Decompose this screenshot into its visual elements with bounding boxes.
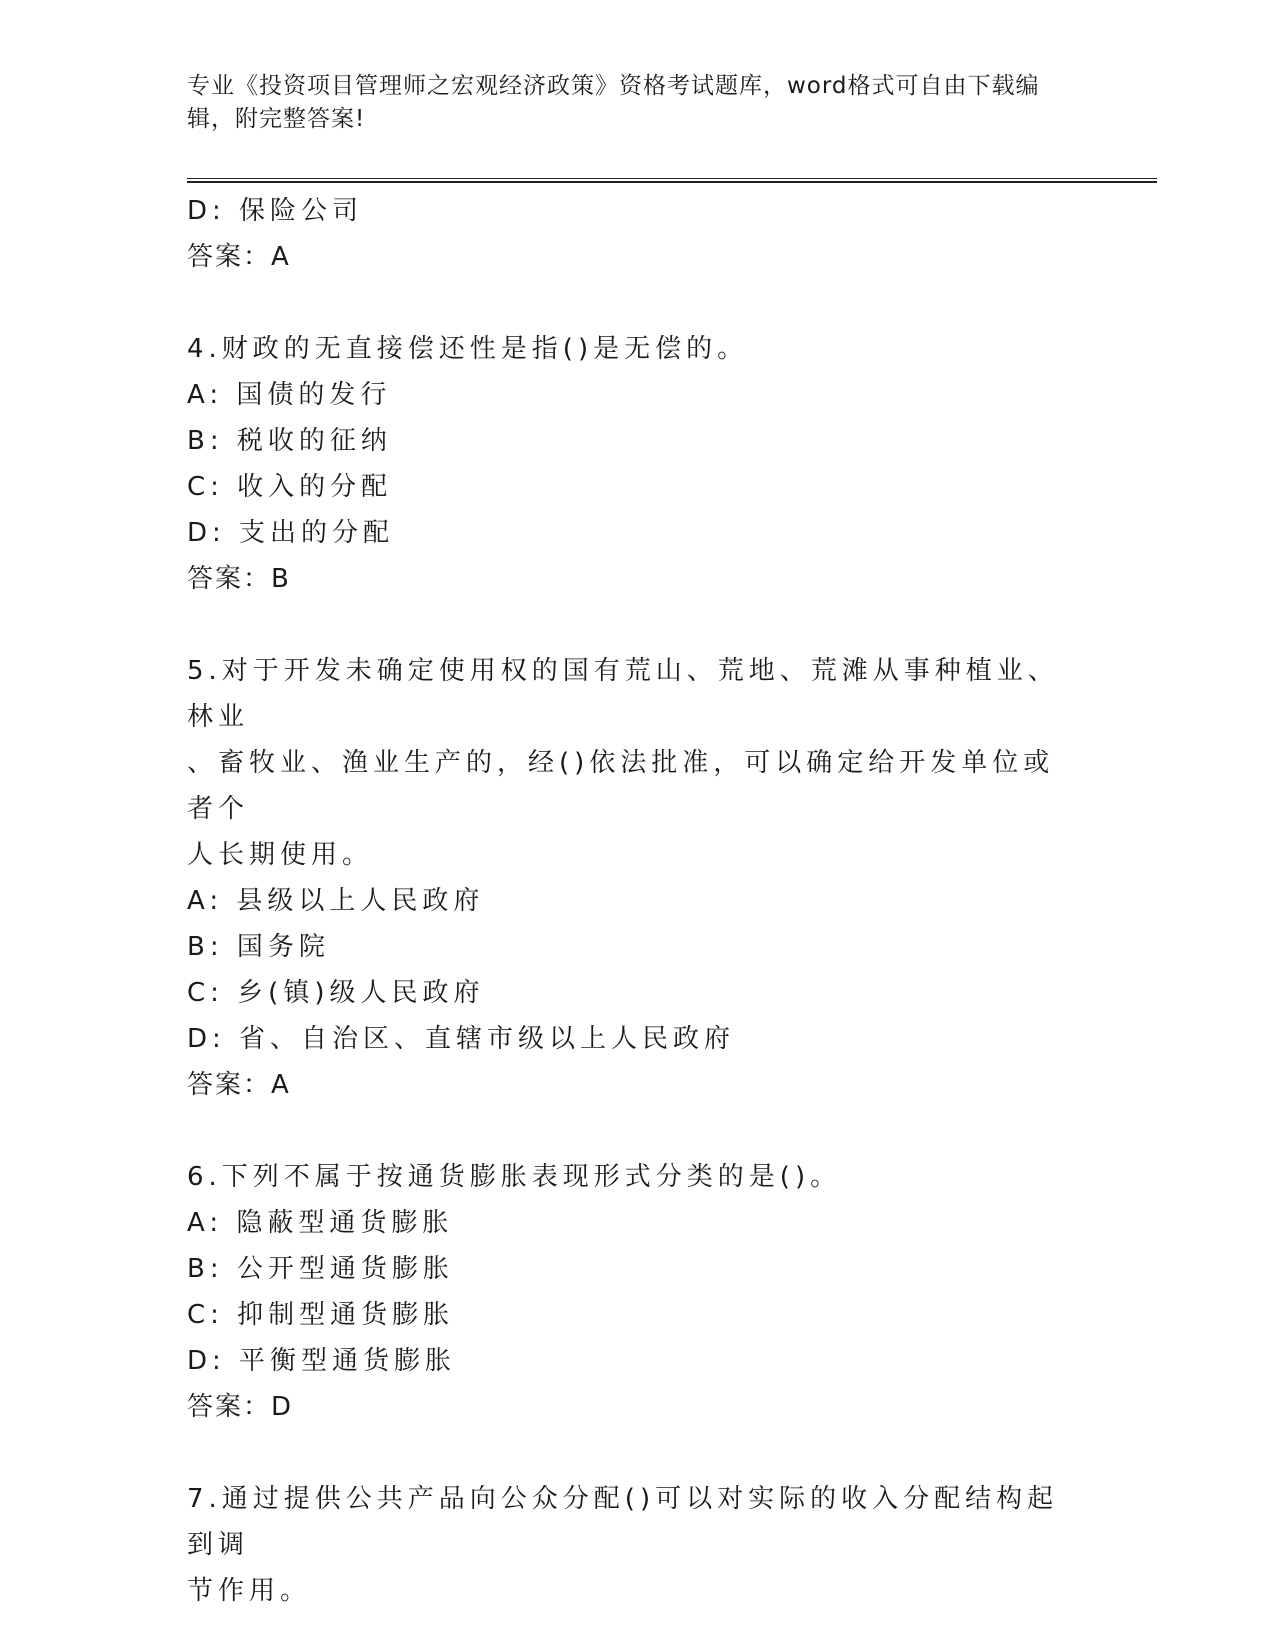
answer-label: 答案：B [187,564,291,594]
option-d: D: 保险公司 [187,196,364,226]
option-a: A: 县级以上人民政府 [187,886,485,916]
question-stem: 4.财政的无直接偿还性是指()是无偿的。 [187,334,749,364]
spacer [187,1430,1067,1476]
option-a: A: 国债的发行 [187,380,392,410]
option-d: D: 省、自治区、直辖市级以上人民政府 [187,1024,736,1054]
question-stem-line: 、畜牧业、渔业生产的，经()依法批准，可以确定给开发单位或者个 [187,748,1055,824]
question-stem-line: 人长期使用。 [187,840,374,870]
option-d: D: 支出的分配 [187,518,395,548]
option-d: D: 平衡型通货膨胀 [187,1346,457,1376]
option-b: B: 税收的征纳 [187,426,392,456]
spacer [187,1108,1067,1154]
answer-label: 答案：A [187,1070,291,1100]
question-7 [187,1476,1067,1614]
question-4 [187,326,1067,602]
question-stem-line: 5.对于开发未确定使用权的国有荒山、荒地、荒滩从事种植业、林业 [187,656,1059,732]
option-c: C: 收入的分配 [187,472,393,502]
answer-label: 答案：D [187,1392,294,1422]
spacer [187,602,1067,648]
option-c: C: 抑制型通货膨胀 [187,1300,455,1330]
question-stem: 6.下列不属于按通货膨胀表现形式分类的是()。 [187,1162,842,1192]
answer-label: 答案：A [187,242,291,272]
option-b: B: 公开型通货膨胀 [187,1254,454,1284]
question-6 [187,1154,1067,1430]
spacer [187,280,1067,326]
option-b: B: 国务院 [187,932,330,962]
question-stem-line: 节作用。 [187,1576,312,1606]
option-c: C: 乡(镇)级人民政府 [187,978,485,1008]
question-stem-line: 7.通过提供公共产品向公众分配()可以对实际的收入分配结构起到调 [187,1484,1059,1560]
question-list [187,188,1067,1614]
document-header: 专业《投资项目管理师之宏观经济政策》资格考试题库，word格式可自由下载编辑，附完整答案! [187,73,1040,132]
question-5 [187,648,1067,1108]
header-divider [187,178,1157,183]
option-a: A: 隐蔽型通货膨胀 [187,1208,454,1238]
